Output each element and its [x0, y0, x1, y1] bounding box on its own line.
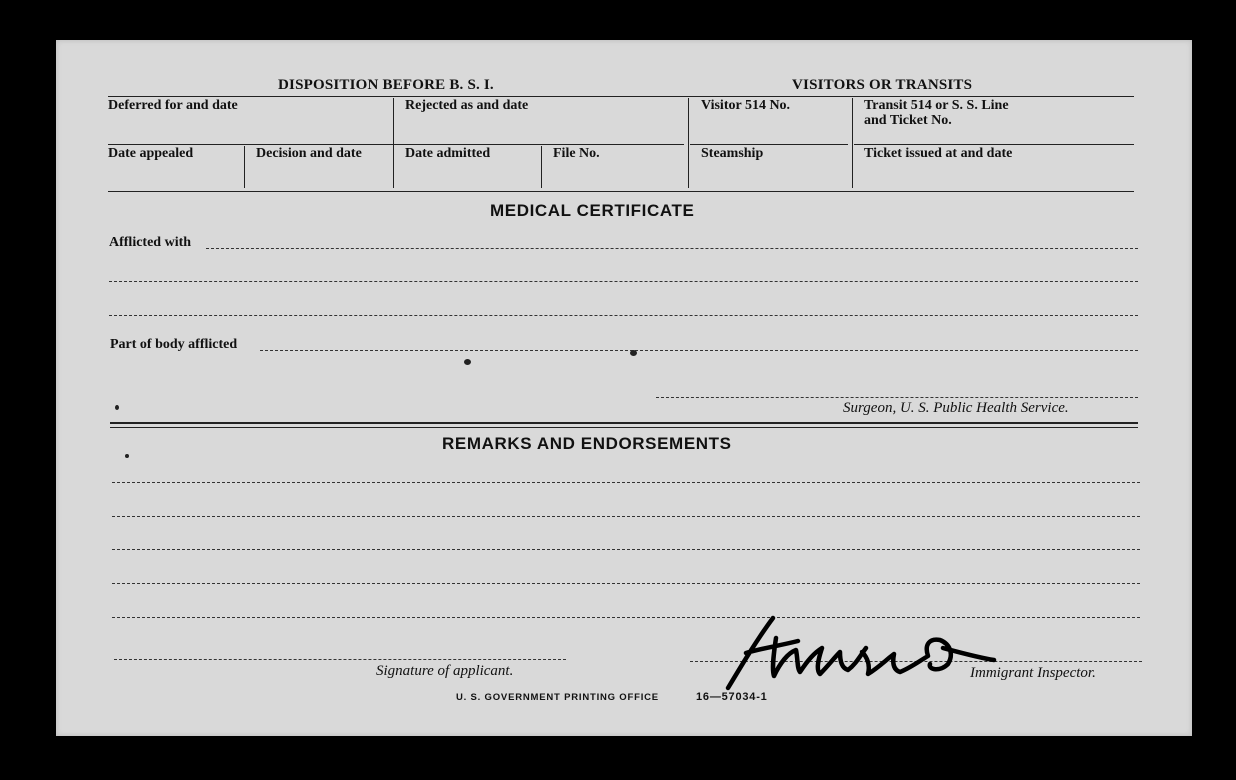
part-of-body-label: Part of body afflicted [110, 337, 238, 352]
part-of-body-line[interactable] [260, 350, 1138, 351]
row-divider-transit [854, 144, 1134, 145]
divider-v2 [688, 98, 689, 188]
double-rule-top [110, 422, 1138, 424]
divider-v3 [852, 98, 853, 188]
afflicted-line-2[interactable] [109, 281, 1138, 282]
disposition-title: DISPOSITION BEFORE B. S. I. [278, 77, 494, 93]
afflicted-label: Afflicted with [109, 235, 192, 250]
remarks-line-3[interactable] [112, 549, 1140, 550]
ink-speck [464, 359, 471, 365]
inspector-label: Immigrant Inspector. [970, 665, 1096, 681]
date-appealed-label: Date appealed [108, 146, 194, 161]
divider-v4 [244, 146, 245, 188]
surgeon-signature-line[interactable] [656, 397, 1138, 398]
applicant-signature-line[interactable] [114, 659, 566, 660]
rejected-label: Rejected as and date [405, 98, 529, 113]
inspection-card [56, 40, 1192, 736]
ticket-label: Ticket issued at and date [864, 146, 1013, 161]
form-number: 16—57034-1 [696, 691, 768, 703]
double-rule-bottom [110, 427, 1138, 428]
file-no-label: File No. [553, 146, 600, 161]
top-rule [108, 96, 1134, 97]
deferred-label: Deferred for and date [108, 98, 238, 113]
row-divider-visitor [690, 144, 848, 145]
applicant-label: Signature of applicant. [376, 663, 514, 679]
ink-speck [115, 405, 119, 410]
visitor-label: Visitor 514 No. [701, 98, 791, 113]
remarks-title: REMARKS AND ENDORSEMENTS [442, 434, 732, 453]
ink-speck [125, 454, 129, 458]
divider-v5 [541, 146, 542, 188]
visitors-title: VISITORS OR TRANSITS [792, 77, 973, 93]
date-admitted-label: Date admitted [405, 146, 491, 161]
remarks-line-4[interactable] [112, 583, 1140, 584]
afflicted-line[interactable] [206, 248, 1138, 249]
afflicted-line-3[interactable] [109, 315, 1138, 316]
printer-imprint: U. S. GOVERNMENT PRINTING OFFICE [456, 692, 659, 703]
inspector-signature [718, 608, 1008, 694]
surgeon-label: Surgeon, U. S. Public Health Service. [843, 400, 1069, 416]
transit-label-2: and Ticket No. [864, 113, 952, 128]
medical-certificate-title: MEDICAL CERTIFICATE [490, 201, 695, 220]
table-bottom-rule [108, 191, 1134, 192]
decision-label: Decision and date [256, 146, 362, 161]
ink-speck [630, 350, 637, 356]
steamship-label: Steamship [701, 146, 764, 161]
divider-v1 [393, 98, 394, 188]
row-divider-left [108, 144, 684, 145]
transit-label-1: Transit 514 or S. S. Line [864, 98, 1009, 113]
remarks-line-2[interactable] [112, 516, 1140, 517]
remarks-line-1[interactable] [112, 482, 1140, 483]
